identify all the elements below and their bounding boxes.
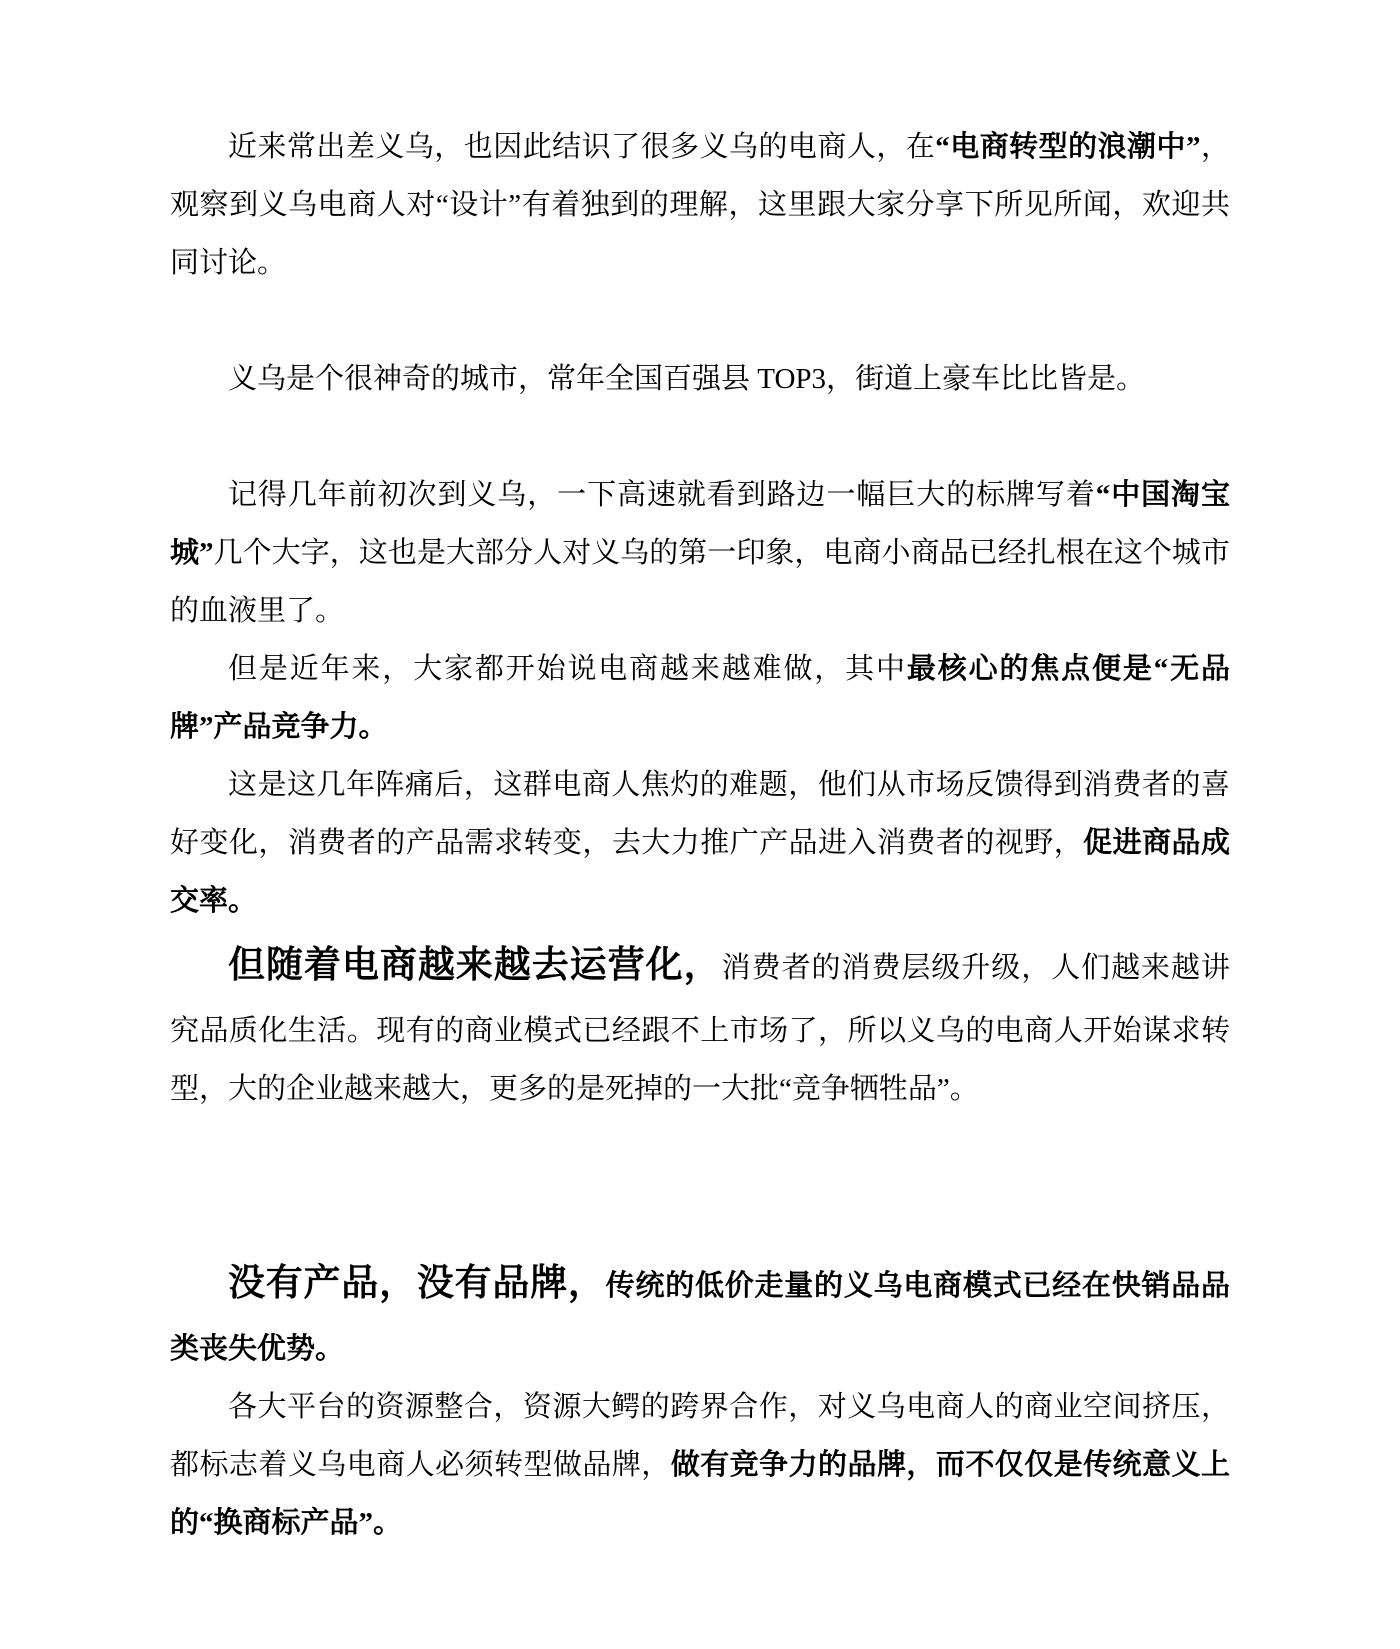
paragraph-deoperation [170,930,1230,1118]
text-run-bold: 促进商品成交率。 [170,827,1230,917]
text-run: 几个大字，这也是大部分人对义乌的第一印象，电商小商品已经扎根在这个城市的血液里了。 [170,537,1230,627]
paragraph-pain-point [170,756,1230,930]
text-run-bold: “中国淘宝城” [170,479,1230,569]
text-run: 消费者的消费层级升级，人们越来越讲究品质化生活。现有的商业模式已经跟不上市场了，所以义乌的电商人开始谋求转型，大的企业越来越大，更多的是死掉的一大批“竞争牺牲品”。 [170,952,1230,1105]
text-run-bold: 最核心的焦点便是“无品牌”产品竞争力。 [170,653,1230,743]
text-run-bold-large: 但随着电商越来越去运营化， [228,945,722,986]
paragraph-yiwu-city [170,350,1230,408]
paragraph-taobao-city [170,466,1230,640]
text-run: 各大平台的资源整合，资源大鳄的跨界合作，对义乌电商人的商业空间挤压，都标志着义乌电商人必须转型做品牌， [170,1391,1230,1481]
paragraph-no-brand [170,640,1230,756]
paragraph-no-product-no-brand [170,1248,1230,1378]
paragraph-platform-squeeze [170,1378,1230,1552]
text-run: 但是近年来，大家都开始说电商越来越难做，其中 [228,653,907,685]
text-run: 这是这几年阵痛后，这群电商人焦灼的难题，他们从市场反馈得到消费者的喜好变化，消费者的产品需求转变，去大力推广产品进入消费者的视野， [170,769,1230,859]
paragraph-intro [170,118,1230,292]
text-run-bold-large: 没有产品，没有品牌， [228,1263,606,1304]
text-run-bold: “电商转型的浪潮中” [935,131,1201,163]
text-run: 记得几年前初次到义乌，一下高速就看到路边一幅巨大的标牌写着 [228,479,1096,511]
text-run: 近来常出差义乌，也因此结识了很多义乌的电商人，在 [228,131,936,163]
text-run: ，观察到义乌电商人对“设计”有着独到的理解，这里跟大家分享下所见所闻，欢迎共同讨论。 [170,131,1230,279]
text-run-bold: 传统的低价走量的义乌电商模式已经在快销品品类丧失优势。 [170,1270,1230,1365]
text-run: 义乌是个很神奇的城市，常年全国百强县 TOP3，街道上豪车比比皆是。 [228,363,1146,395]
text-run-bold: 做有竞争力的品牌，而不仅仅是传统意义上的“换商标产品”。 [170,1449,1230,1539]
